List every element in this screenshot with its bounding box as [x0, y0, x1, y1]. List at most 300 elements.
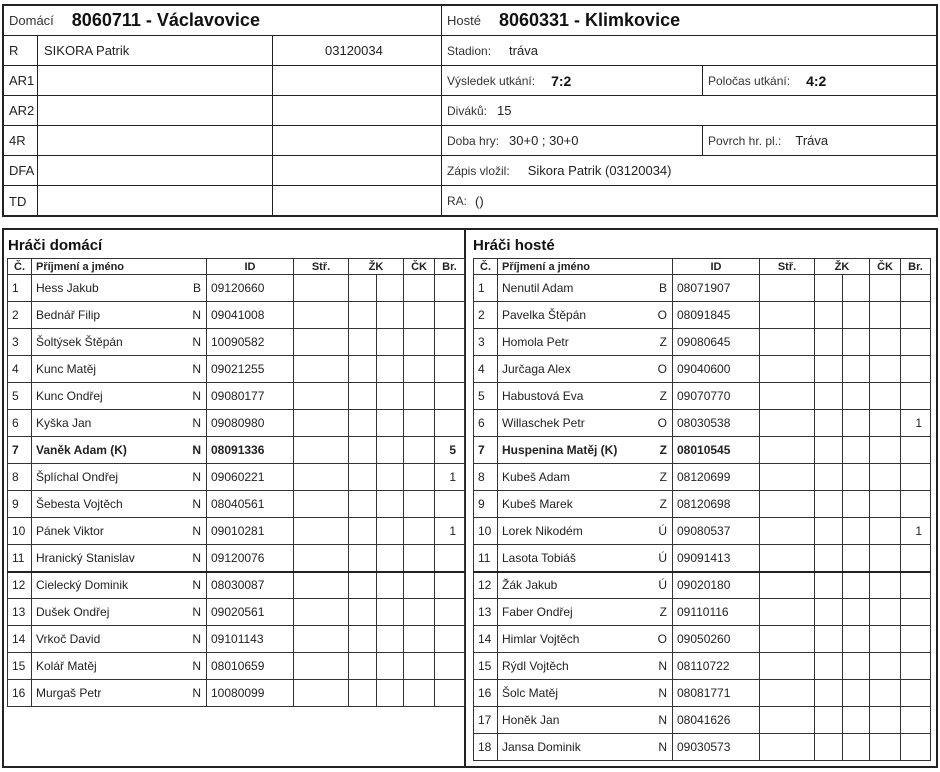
player-name: Bednář Filip: [32, 302, 175, 329]
player-row: [474, 518, 931, 545]
player-yellow-card-2: [843, 626, 870, 653]
player-goals: [760, 410, 815, 437]
player-row: [8, 275, 465, 302]
col-red-header: ČK: [404, 259, 435, 275]
player-goals-br: [435, 626, 465, 653]
surface-cell: [703, 126, 938, 156]
player-yellow-card-2: [843, 599, 870, 626]
player-yellow-card: [815, 545, 843, 572]
player-row: [8, 572, 465, 599]
player-name: Jansa Dominik: [498, 734, 641, 761]
player-yellow-card: [815, 410, 843, 437]
player-number: 18: [474, 734, 498, 761]
player-row: [474, 626, 931, 653]
player-goals-br: 1: [901, 518, 931, 545]
player-number: 11: [8, 545, 32, 572]
player-number: 17: [474, 707, 498, 734]
player-id: 08071907: [673, 275, 760, 302]
player-yellow-card-2: [377, 545, 404, 572]
player-goals-br: [901, 599, 931, 626]
official-id: [273, 96, 442, 126]
player-position: O: [641, 410, 673, 437]
player-yellow-card-2: [377, 410, 404, 437]
player-name: Lasota Tobiáš: [498, 545, 641, 572]
player-goals-br: [901, 437, 931, 464]
player-red-card: [870, 518, 901, 545]
player-name: Homola Petr: [498, 329, 641, 356]
player-number: 6: [474, 410, 498, 437]
player-goals: [294, 464, 349, 491]
player-yellow-card-2: [843, 329, 870, 356]
player-position: Z: [641, 491, 673, 518]
player-goals: [294, 275, 349, 302]
player-yellow-card-2: [843, 302, 870, 329]
player-row: [474, 599, 931, 626]
player-red-card: [870, 302, 901, 329]
player-id: 09030573: [673, 734, 760, 761]
player-row: [474, 437, 931, 464]
player-id: 09070770: [673, 383, 760, 410]
player-position: Ú: [641, 572, 673, 599]
home-players-table: [7, 258, 465, 707]
player-yellow-card-2: [377, 464, 404, 491]
duration-cell: [442, 126, 703, 156]
spectators-label: Diváků:: [447, 103, 488, 118]
player-red-card: [404, 329, 435, 356]
ra-cell: [442, 186, 938, 216]
col-goals-header: Stř.: [760, 259, 815, 275]
player-position: N: [641, 707, 673, 734]
player-yellow-card: [349, 329, 377, 356]
player-id: 08040561: [207, 491, 294, 518]
player-name: Honěk Jan: [498, 707, 641, 734]
player-goals: [760, 626, 815, 653]
player-id: 09050260: [673, 626, 760, 653]
player-yellow-card: [349, 464, 377, 491]
player-goals-br: [435, 383, 465, 410]
player-number: 4: [8, 356, 32, 383]
player-position: N: [175, 329, 207, 356]
stadium-cell: [442, 36, 938, 66]
player-name: Willaschek Petr: [498, 410, 641, 437]
player-position: B: [641, 275, 673, 302]
col-name-header: Příjmení a jméno: [498, 259, 673, 275]
player-name: Himlar Vojtěch: [498, 626, 641, 653]
player-position: Ú: [641, 518, 673, 545]
player-goals: [294, 545, 349, 572]
player-name: Hess Jakub: [32, 275, 175, 302]
player-red-card: [870, 653, 901, 680]
player-goals: [760, 545, 815, 572]
player-yellow-card-2: [843, 356, 870, 383]
player-goals: [760, 302, 815, 329]
entered-by-cell: [442, 156, 938, 186]
stadium-value: tráva: [509, 43, 538, 58]
player-row: [474, 302, 931, 329]
player-red-card: [404, 356, 435, 383]
player-red-card: [870, 464, 901, 491]
player-red-card: [870, 329, 901, 356]
player-goals: [294, 599, 349, 626]
player-red-card: [404, 437, 435, 464]
player-position: O: [641, 626, 673, 653]
player-yellow-card-2: [377, 302, 404, 329]
player-id: 08041626: [673, 707, 760, 734]
player-red-card: [404, 626, 435, 653]
player-goals: [760, 599, 815, 626]
player-goals: [294, 653, 349, 680]
player-row: [474, 680, 931, 707]
player-yellow-card-2: [843, 707, 870, 734]
player-red-card: [870, 626, 901, 653]
player-yellow-card: [815, 680, 843, 707]
player-id: 10090582: [207, 329, 294, 356]
player-yellow-card-2: [843, 383, 870, 410]
player-goals: [294, 437, 349, 464]
official-name: [38, 96, 273, 126]
player-goals-br: [435, 491, 465, 518]
player-goals: [760, 707, 815, 734]
player-yellow-card-2: [377, 572, 404, 599]
player-goals: [294, 302, 349, 329]
official-role: AR2: [4, 96, 38, 126]
table-header-row: [474, 259, 931, 275]
player-id: 09020180: [673, 572, 760, 599]
player-row: [8, 518, 465, 545]
player-goals-br: [901, 707, 931, 734]
player-goals-br: [901, 491, 931, 518]
player-goals: [760, 383, 815, 410]
player-red-card: [404, 275, 435, 302]
player-id: 08030538: [673, 410, 760, 437]
player-number: 5: [8, 383, 32, 410]
player-position: N: [641, 653, 673, 680]
player-name: Vaněk Adam (K): [32, 437, 175, 464]
player-id: 08010545: [673, 437, 760, 464]
player-row: [474, 464, 931, 491]
official-name: SIKORA Patrik: [38, 36, 273, 66]
player-position: N: [175, 302, 207, 329]
player-id: 08110722: [673, 653, 760, 680]
player-goals-br: 1: [435, 518, 465, 545]
player-id: 09080980: [207, 410, 294, 437]
player-goals-br: [901, 734, 931, 761]
player-id: 09080537: [673, 518, 760, 545]
col-red-header: ČK: [870, 259, 901, 275]
player-row: [474, 653, 931, 680]
player-name: Kubeš Marek: [498, 491, 641, 518]
player-name: Nenutil Adam: [498, 275, 641, 302]
player-yellow-card-2: [377, 275, 404, 302]
player-red-card: [404, 410, 435, 437]
player-goals-br: [901, 626, 931, 653]
player-goals-br: 1: [435, 464, 465, 491]
home-label: Domácí: [9, 13, 54, 28]
player-red-card: [404, 599, 435, 626]
away-players-table: [473, 258, 931, 761]
official-role: R: [4, 36, 38, 66]
player-goals-br: [435, 302, 465, 329]
player-yellow-card: [815, 356, 843, 383]
player-yellow-card: [349, 437, 377, 464]
player-id: 09010281: [207, 518, 294, 545]
player-yellow-card: [815, 707, 843, 734]
player-number: 14: [474, 626, 498, 653]
player-number: 7: [474, 437, 498, 464]
player-red-card: [404, 572, 435, 599]
player-id: 08091845: [673, 302, 760, 329]
player-id: 09060221: [207, 464, 294, 491]
player-name: Pánek Viktor: [32, 518, 175, 545]
player-goals-br: 1: [901, 410, 931, 437]
player-name: Jurčaga Alex: [498, 356, 641, 383]
player-name: Kunc Ondřej: [32, 383, 175, 410]
player-position: O: [641, 356, 673, 383]
player-goals-br: [435, 275, 465, 302]
player-row: [474, 572, 931, 599]
player-row: [8, 626, 465, 653]
player-yellow-card: [815, 572, 843, 599]
player-goals-br: [901, 464, 931, 491]
player-name: Cielecký Dominik: [32, 572, 175, 599]
player-id: 08091336: [207, 437, 294, 464]
player-goals-br: [901, 275, 931, 302]
player-id: 08010659: [207, 653, 294, 680]
player-position: N: [175, 518, 207, 545]
player-name: Kyška Jan: [32, 410, 175, 437]
player-goals-br: [901, 383, 931, 410]
player-goals: [760, 356, 815, 383]
player-yellow-card-2: [377, 653, 404, 680]
player-goals: [294, 518, 349, 545]
player-number: 3: [474, 329, 498, 356]
halftime-cell: [703, 66, 938, 96]
official-id: [273, 66, 442, 96]
player-position: N: [641, 734, 673, 761]
player-id: 09080645: [673, 329, 760, 356]
player-yellow-card-2: [843, 464, 870, 491]
player-yellow-card-2: [377, 491, 404, 518]
player-row: [8, 653, 465, 680]
player-position: B: [175, 275, 207, 302]
player-yellow-card: [815, 653, 843, 680]
spectators-cell: [442, 96, 938, 126]
player-yellow-card-2: [377, 437, 404, 464]
player-yellow-card: [815, 734, 843, 761]
player-number: 1: [8, 275, 32, 302]
player-goals: [294, 356, 349, 383]
entered-by-value: Sikora Patrik (03120034): [527, 163, 672, 178]
col-num-header: Č.: [474, 259, 498, 275]
player-red-card: [404, 680, 435, 707]
player-position: N: [175, 356, 207, 383]
player-row: [474, 491, 931, 518]
player-name: Šplíchal Ondřej: [32, 464, 175, 491]
player-yellow-card: [349, 545, 377, 572]
player-goals: [760, 572, 815, 599]
player-yellow-card-2: [843, 653, 870, 680]
table-header-row: [8, 259, 465, 275]
player-goals: [294, 572, 349, 599]
match-header: [2, 4, 938, 217]
player-position: N: [175, 383, 207, 410]
player-number: 12: [474, 572, 498, 599]
player-number: 2: [474, 302, 498, 329]
col-num-header: Č.: [8, 259, 32, 275]
official-id: [273, 156, 442, 186]
player-yellow-card: [349, 275, 377, 302]
player-row: [474, 383, 931, 410]
player-goals: [760, 518, 815, 545]
player-red-card: [404, 545, 435, 572]
player-position: N: [175, 545, 207, 572]
ra-value: (): [475, 193, 484, 209]
player-goals: [760, 437, 815, 464]
player-name: Hranický Stanislav: [32, 545, 175, 572]
player-yellow-card: [815, 329, 843, 356]
player-goals-br: [901, 302, 931, 329]
player-number: 7: [8, 437, 32, 464]
player-number: 3: [8, 329, 32, 356]
player-id: 10080099: [207, 680, 294, 707]
player-red-card: [404, 653, 435, 680]
player-position: N: [175, 491, 207, 518]
player-row: [8, 464, 465, 491]
player-name: Faber Ondřej: [498, 599, 641, 626]
player-red-card: [404, 518, 435, 545]
player-goals-br: [901, 329, 931, 356]
player-name: Šoltýsek Štěpán: [32, 329, 175, 356]
player-name: Rýdl Vojtěch: [498, 653, 641, 680]
player-name: Dušek Ondřej: [32, 599, 175, 626]
away-team-name: 8060331 - Klimkovice: [498, 10, 681, 30]
player-position: N: [175, 680, 207, 707]
player-name: Huspenina Matěj (K): [498, 437, 641, 464]
player-goals: [294, 410, 349, 437]
player-row: [474, 545, 931, 572]
col-br-header: Br.: [435, 259, 465, 275]
player-row: [474, 329, 931, 356]
player-id: 09041008: [207, 302, 294, 329]
player-goals: [760, 464, 815, 491]
player-yellow-card: [349, 680, 377, 707]
player-position: N: [175, 626, 207, 653]
player-yellow-card-2: [843, 572, 870, 599]
player-number: 8: [474, 464, 498, 491]
player-yellow-card-2: [377, 329, 404, 356]
player-number: 1: [474, 275, 498, 302]
player-yellow-card: [815, 518, 843, 545]
player-goals-br: [901, 680, 931, 707]
player-red-card: [870, 545, 901, 572]
player-name: Murgaš Petr: [32, 680, 175, 707]
surface-label: Povrch hr. pl.:: [708, 133, 782, 148]
player-goals-br: [435, 329, 465, 356]
player-yellow-card-2: [843, 410, 870, 437]
player-number: 10: [474, 518, 498, 545]
result-cell: [442, 66, 703, 96]
player-goals: [760, 680, 815, 707]
player-position: O: [641, 302, 673, 329]
player-yellow-card: [815, 491, 843, 518]
player-goals-br: [435, 653, 465, 680]
player-red-card: [404, 383, 435, 410]
player-name: Žák Jakub: [498, 572, 641, 599]
player-id: 09101143: [207, 626, 294, 653]
player-yellow-card-2: [843, 680, 870, 707]
player-red-card: [870, 680, 901, 707]
player-number: 5: [474, 383, 498, 410]
player-name: Pavelka Štěpán: [498, 302, 641, 329]
player-number: 14: [8, 626, 32, 653]
col-yellow-header: ŽK: [815, 259, 870, 275]
player-yellow-card-2: [377, 599, 404, 626]
player-number: 2: [8, 302, 32, 329]
duration-value: 30+0 ; 30+0: [509, 133, 579, 148]
player-yellow-card-2: [377, 680, 404, 707]
player-yellow-card: [349, 356, 377, 383]
player-number: 11: [474, 545, 498, 572]
player-id: 08120698: [673, 491, 760, 518]
player-yellow-card-2: [843, 734, 870, 761]
player-name: Kubeš Adam: [498, 464, 641, 491]
player-position: N: [175, 464, 207, 491]
player-yellow-card-2: [377, 626, 404, 653]
player-yellow-card: [349, 653, 377, 680]
player-id: 08030087: [207, 572, 294, 599]
away-team-cell: [442, 6, 938, 36]
player-yellow-card-2: [377, 356, 404, 383]
player-position: N: [175, 437, 207, 464]
surface-value: Tráva: [795, 133, 829, 148]
player-goals: [294, 491, 349, 518]
official-name: [38, 186, 273, 216]
player-yellow-card: [815, 302, 843, 329]
result-value: 7:2: [551, 72, 572, 89]
player-name: Vrkoč David: [32, 626, 175, 653]
player-position: N: [175, 572, 207, 599]
player-yellow-card: [815, 383, 843, 410]
col-id-header: ID: [207, 259, 294, 275]
player-position: N: [175, 653, 207, 680]
player-id: 09120076: [207, 545, 294, 572]
player-red-card: [870, 572, 901, 599]
player-yellow-card: [815, 275, 843, 302]
player-red-card: [870, 383, 901, 410]
player-yellow-card: [349, 383, 377, 410]
player-goals-br: [901, 572, 931, 599]
player-id: 09110116: [673, 599, 760, 626]
player-red-card: [870, 410, 901, 437]
player-position: N: [641, 680, 673, 707]
halftime-label: Poločas utkání:: [708, 73, 791, 88]
player-number: 8: [8, 464, 32, 491]
official-id: [273, 186, 442, 216]
player-goals: [294, 626, 349, 653]
player-position: Z: [641, 464, 673, 491]
official-name: [38, 156, 273, 186]
player-row: [8, 410, 465, 437]
player-name: Lorek Nikodém: [498, 518, 641, 545]
player-row: [474, 734, 931, 761]
player-number: 13: [474, 599, 498, 626]
player-goals: [294, 680, 349, 707]
player-number: 6: [8, 410, 32, 437]
col-id-header: ID: [673, 259, 760, 275]
player-number: 15: [474, 653, 498, 680]
player-yellow-card-2: [843, 491, 870, 518]
player-position: Z: [641, 599, 673, 626]
